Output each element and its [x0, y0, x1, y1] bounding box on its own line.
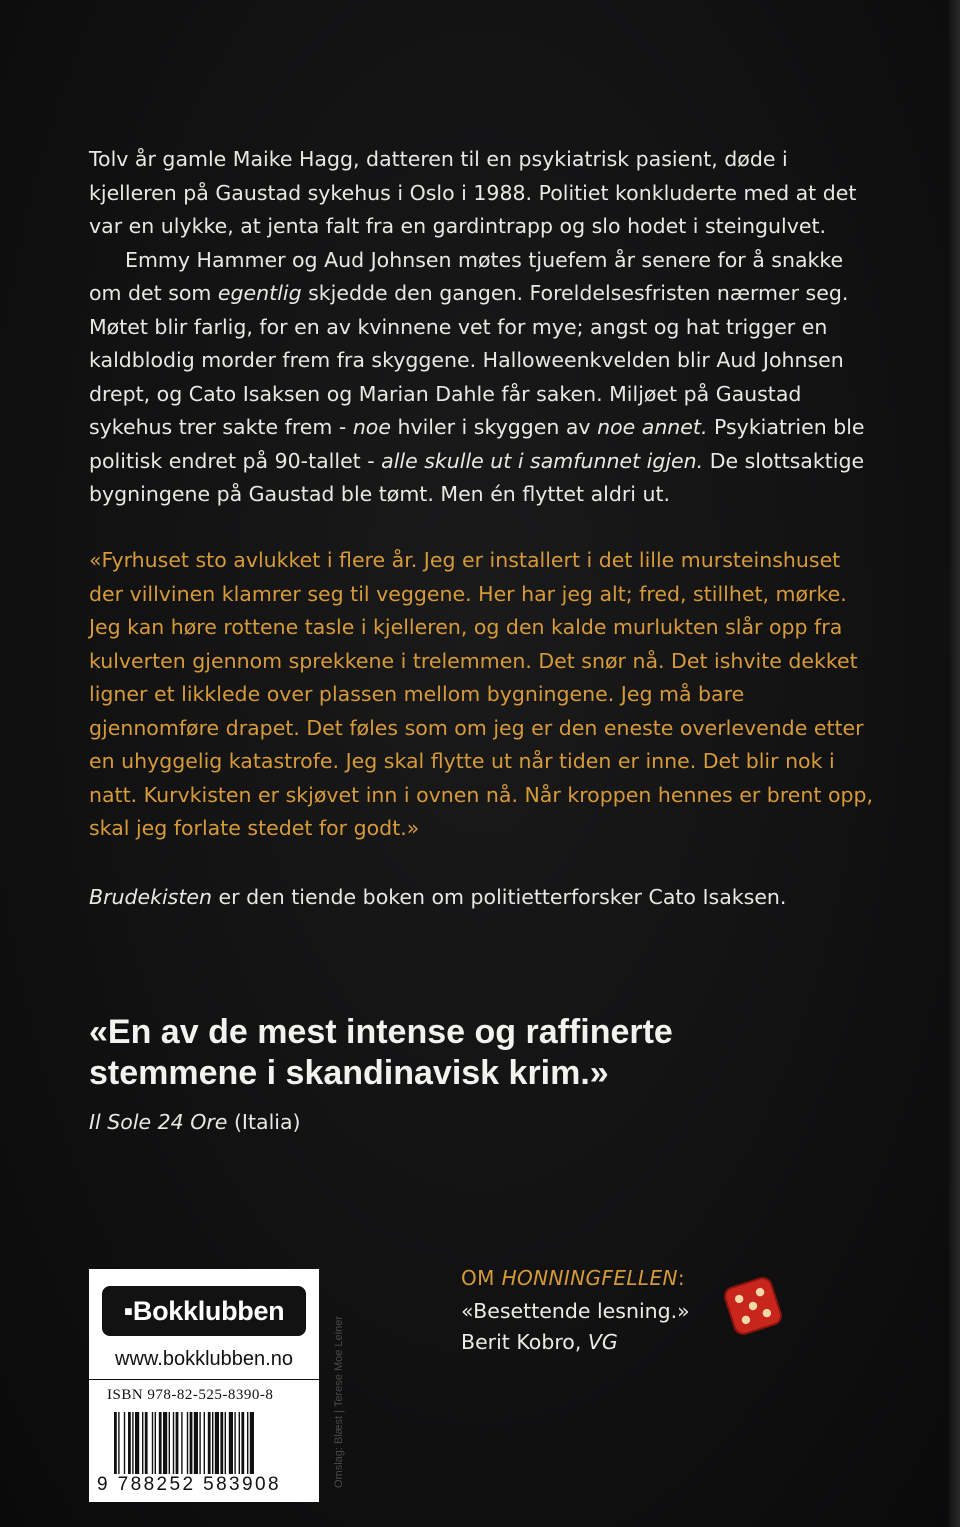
review-quote: «Besettende lesning.» Berit Kobro, VG — [461, 1299, 690, 1354]
barcode-bar — [142, 1412, 143, 1474]
synopsis-paragraph-1: Tolv år gamle Maike Hagg, datteren til en psykiatrisk pasient, døde i kjelleren på Gaustad sykehus i Oslo i 1988. Politiet konkluderte med at det var en ulykke, at jenta falt fra en gardintrapp og slo hodet i steingulvet. — [89, 147, 857, 238]
barcode-bar — [220, 1412, 223, 1474]
barcode-bar — [152, 1412, 153, 1474]
barcode-bar — [135, 1412, 139, 1474]
isbn-block — [89, 1380, 319, 1502]
barcode-bar — [204, 1412, 205, 1474]
barcode-bar — [155, 1412, 156, 1474]
barcode-bar — [199, 1412, 200, 1474]
barcode-bar — [225, 1412, 226, 1474]
barcode-bar — [215, 1412, 219, 1474]
barcode-bar — [229, 1412, 233, 1474]
barcode-bar — [145, 1412, 148, 1474]
dice-icon — [718, 1271, 788, 1341]
series-note: Brudekisten er den tiende boken om politietterforsker Cato Isaksen. — [89, 885, 787, 909]
barcode-bar — [194, 1412, 198, 1474]
series-book-title: Brudekisten — [89, 885, 212, 909]
barcode-bar — [114, 1412, 117, 1474]
bokklubben-badge — [89, 1269, 319, 1379]
barcode-bar — [159, 1412, 162, 1474]
barcode-bar — [176, 1412, 179, 1474]
bokklubben-logo: ▪Bokklubben — [102, 1286, 306, 1336]
barcode — [114, 1412, 304, 1474]
barcode-bar — [181, 1412, 182, 1474]
barcode-bar — [241, 1412, 244, 1474]
barcode-bar — [118, 1412, 119, 1474]
synopsis — [89, 143, 879, 512]
barcode-bar — [187, 1412, 188, 1474]
barcode-bar — [250, 1412, 254, 1474]
barcode-bar — [234, 1412, 235, 1474]
barcode-bar — [128, 1412, 131, 1474]
barcode-bar — [247, 1412, 248, 1474]
excerpt-quote: «Fyrhuset sto avlukket i flere år. Jeg er installert i det lille mursteinshuset der villvinen klamrer seg til veggene. Her har jeg alt; fred, stillhet, mørke. Jeg kan høre rottene tasle i kjelleren, og den kalde murlukten slår opp fra kulverten gjennom sprekkene i trelemmen. Det snør nå. Det ishvite dekket ligner et likklede over plassen mellom bygningene. Jeg må bare gjennomføre drapet. Det føles som om jeg er den eneste overlevende etter en uhyggelig katastrofe. Jeg skal flytte ut når tiden er inne. Det blir nok i natt. Kurvkisten er skjøvet inn i ovnen nå. Når kroppen hennes er brent opp, skal jeg forlate stedet for godt.» — [89, 548, 874, 840]
barcode-bar — [124, 1412, 125, 1474]
press-pull-quote: «En av de mest intense og raffinerte stemmene i skandinavisk krim.» — [89, 1013, 673, 1092]
cover-edge — [948, 0, 960, 1527]
barcode-bar — [212, 1412, 213, 1474]
barcode-bar — [239, 1412, 240, 1474]
review-heading: OM HONNINGFELLEN: — [461, 1266, 685, 1290]
bokklubben-url: www.bokklubben.no — [115, 1348, 293, 1370]
pull-quote-source: Il Sole 24 Ore (Italia) — [89, 1110, 301, 1134]
synopsis-paragraph-2: Emmy Hammer og Aud Johnsen møtes tjuefem år senere for å snakke om det som egentlig skjedde den gangen. Foreldelsesfristen nærmer seg. Møtet blir farlig, for en av kvinnene vet for mye; angst og hat trigger en kaldblodig morder frem fra skyggene. Halloweenkvelden blir Aud Johnsen drept, og Cato Isaksen og Marian Dahle får saken. Miljøet på Gaustad sykehus trer sakte frem - noe hviler i skyggen av noe annet. Psykiatrien ble politisk endret på 90-tallet - alle skulle ut i samfunnet igjen. De slottsaktige bygningene på Gaustad ble tømt. Men én flyttet aldri ut. — [89, 247, 865, 506]
barcode-bar — [208, 1412, 211, 1474]
barcode-bar — [132, 1412, 133, 1474]
isbn-number: ISBN 978-82-525-8390-8 — [107, 1387, 274, 1403]
barcode-bar — [173, 1412, 174, 1474]
ean-digits: 9 788252 583908 — [97, 1474, 281, 1495]
barcode-bar — [190, 1412, 193, 1474]
barcode-bar — [169, 1412, 170, 1474]
barcode-bar — [163, 1412, 167, 1474]
cover-credit: Omslag: Blæst | Terese Moe Leiner — [333, 1315, 345, 1488]
